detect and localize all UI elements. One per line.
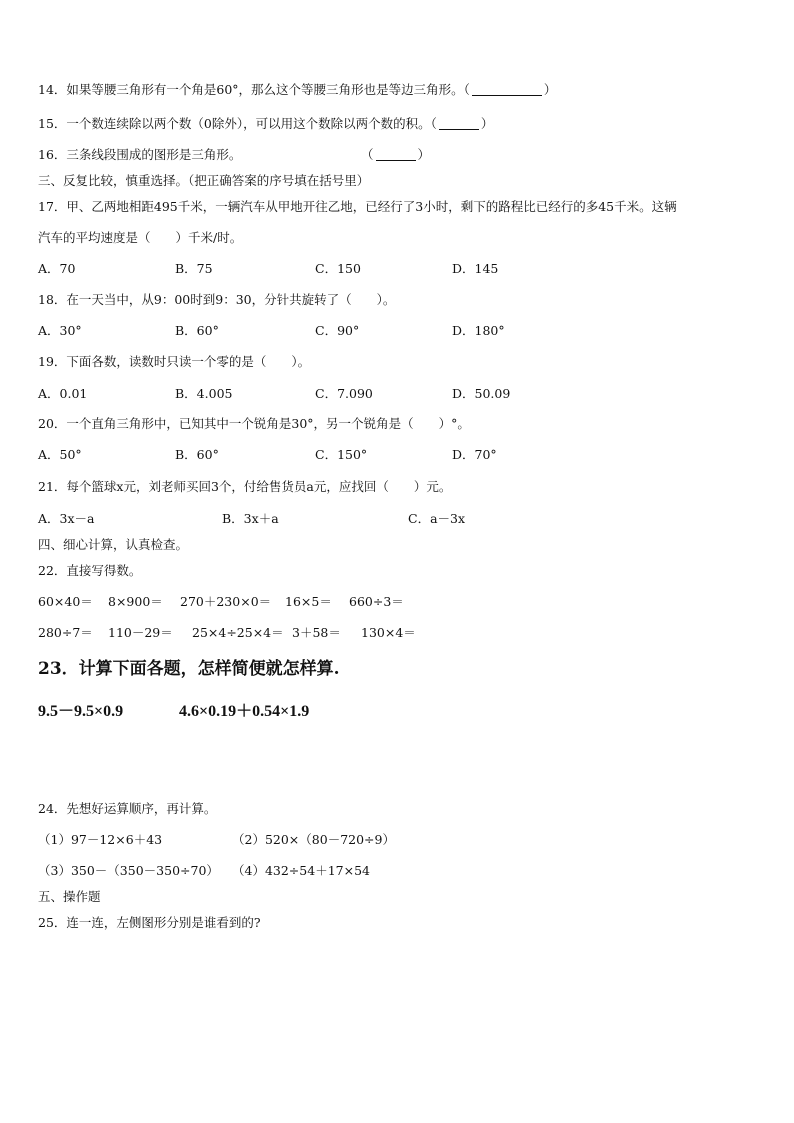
section-4-heading: 四、细心计算，认真检查。 <box>38 537 189 552</box>
calc-item: 280÷7＝ <box>38 625 93 640</box>
option-17-d[interactable]: D．145 <box>452 261 499 276</box>
calc-item: 8×900＝ <box>108 594 163 609</box>
option-18-d[interactable]: D．180° <box>452 323 505 338</box>
question-22-title: 22．直接写得数。 <box>38 563 142 578</box>
section-3-heading: 三、反复比较，慎重选择。（把正确答案的序号填在括号里） <box>38 173 370 188</box>
calc-item: 25×4÷25×4＝ <box>192 625 284 640</box>
option-18-b[interactable]: B．60° <box>175 323 219 338</box>
calc-item: （1）97－12×6＋43 <box>38 832 163 847</box>
option-20-a[interactable]: A．50° <box>38 447 82 462</box>
question-16 <box>38 147 241 163</box>
question-15-text: 15．一个数连续除以两个数（0除外），可以用这个数除以两个数的积。（ <box>38 116 437 131</box>
answer-blank-16[interactable] <box>376 148 416 161</box>
calc-item: （2）520×（80－720÷9） <box>232 832 395 847</box>
option-18-c[interactable]: C．90° <box>315 323 360 338</box>
question-14 <box>38 82 556 98</box>
bracket-close: ） <box>417 147 431 162</box>
question-17-line1: 17．甲、乙两地相距495千米，一辆汽车从甲地开往乙地，已经行了3小时，剩下的路程比已经行的多45千米。这辆 <box>38 199 677 214</box>
answer-blank-14[interactable] <box>472 83 542 96</box>
expression-1: 9.5－9.5×0.9 <box>38 703 124 720</box>
calc-item: （4）432÷54＋17×54 <box>232 863 370 878</box>
bracket-close: ） <box>480 116 494 131</box>
option-17-c[interactable]: C．150 <box>315 261 361 276</box>
question-17-line2: 汽车的平均速度是（ ）千米/时。 <box>38 230 243 245</box>
calc-item: 660÷3＝ <box>349 594 404 609</box>
question-19: 19．下面各数，读数时只读一个零的是（ ）。 <box>38 354 311 369</box>
calc-item: 60×40＝ <box>38 594 93 609</box>
calc-item: 3＋58＝ <box>292 625 341 640</box>
option-21-b[interactable]: B．3x＋a <box>222 511 279 526</box>
question-20: 20．一个直角三角形中，已知其中一个锐角是30°，另一个锐角是（ ）°。 <box>38 416 470 431</box>
answer-blank-15[interactable] <box>439 117 479 130</box>
calc-item: 16×5＝ <box>285 594 332 609</box>
question-24-title: 24．先想好运算顺序，再计算。 <box>38 801 217 816</box>
bracket-close: ） <box>543 82 557 97</box>
question-16-text: 16．三条线段围成的图形是三角形。 <box>38 147 242 162</box>
option-19-c[interactable]: C．7.090 <box>315 386 373 401</box>
calc-item: （3）350－（350－350÷70） <box>38 863 219 878</box>
calc-item: 110－29＝ <box>108 625 173 640</box>
option-19-d[interactable]: D．50.09 <box>452 386 511 401</box>
question-15 <box>38 116 493 132</box>
question-25-title: 25．连一连，左侧图形分别是谁看到的? <box>38 915 261 930</box>
option-19-b[interactable]: B．4.005 <box>175 386 233 401</box>
option-21-c[interactable]: C．a－3x <box>408 511 466 526</box>
question-16-bracket <box>361 147 430 163</box>
option-21-a[interactable]: A．3x－a <box>38 511 95 526</box>
question-21: 21．每个篮球x元，刘老师买回3个，付给售货员a元，应找回（ ）元。 <box>38 479 452 494</box>
option-17-a[interactable]: A．70 <box>38 261 76 276</box>
option-20-d[interactable]: D．70° <box>452 447 497 462</box>
question-18: 18．在一天当中，从9：00时到9：30，分针共旋转了（ ）。 <box>38 292 396 307</box>
section-5-heading: 五、操作题 <box>38 889 101 904</box>
option-17-b[interactable]: B．75 <box>175 261 213 276</box>
option-18-a[interactable]: A．30° <box>38 323 82 338</box>
bracket-open: （ <box>361 147 374 162</box>
question-23-title: 23．计算下面各题，怎样简便就怎样算. <box>38 659 340 679</box>
expression-2: 4.6×0.19＋0.54×1.9 <box>179 703 310 720</box>
calc-item: 270＋230×0＝ <box>180 594 272 609</box>
option-20-b[interactable]: B．60° <box>175 447 219 462</box>
option-20-c[interactable]: C．150° <box>315 447 368 462</box>
option-19-a[interactable]: A．0.01 <box>38 386 88 401</box>
calc-item: 130×4＝ <box>361 625 416 640</box>
question-14-text: 14．如果等腰三角形有一个角是60°，那么这个等腰三角形也是等边三角形。（ <box>38 82 470 97</box>
